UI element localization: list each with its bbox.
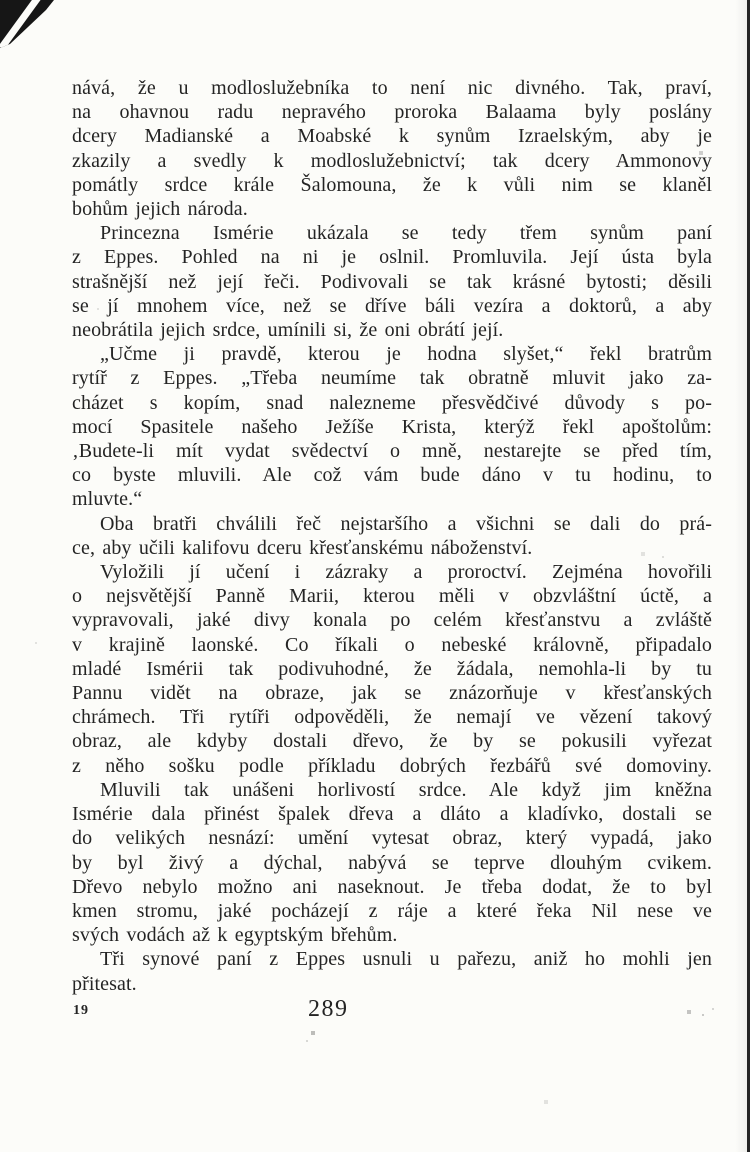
text-line: dcery Madianské a Moabské k synům Izraelským, aby je bbox=[72, 125, 712, 148]
text-line: Vyložili jí učení i zázraky a proroctví. Zejména hovořili bbox=[100, 561, 712, 584]
paragraph bbox=[72, 76, 712, 221]
text-line: Oba bratři chválili řeč nejstaršího a všichni se dali do prá- bbox=[100, 512, 712, 535]
text-line: ‚Budete-li mít vydat svědectví o mně, nestarejte se před tím, bbox=[72, 440, 712, 463]
text-line: co byste mluvili. Ale což vám bude dáno v tu hodinu, to bbox=[72, 464, 712, 487]
paragraph bbox=[72, 947, 712, 995]
text-line: by byl živý a dýchal, nabývá se teprve dlouhým cvikem. bbox=[72, 851, 712, 874]
text-line: zkazily a svedly k modloslužebnictví; tak dcery Ammonovy bbox=[72, 149, 712, 172]
text-line: se jí mnohem více, než se dříve báli vezíra a doktorů, a aby bbox=[72, 294, 712, 317]
text-line: mladé Ismérii tak podivuhodné, že žádala, nemohla-li by tu bbox=[72, 657, 712, 680]
text-line: cházet s kopím, snad nalezneme přesvědčivé důvody s po- bbox=[72, 391, 712, 414]
text-line: rytíř z Eppes. „Třeba neumíme tak obratně mluvit jako za- bbox=[72, 367, 712, 390]
text-line: mocí Spasitele našeho Ježíše Krista, kterýž řekl apoštolům: bbox=[72, 415, 712, 438]
text-line: strašnější než její řeči. Podivovali se tak krásné bytosti; děsili bbox=[72, 270, 712, 293]
text-line: přitesat. bbox=[72, 972, 137, 995]
paragraph bbox=[72, 342, 712, 511]
text-line: neobrátila jejich srdce, umínili si, že oni obrátí její. bbox=[72, 319, 504, 342]
body-text bbox=[72, 76, 712, 996]
scan-shadow-right-edge bbox=[735, 0, 747, 1152]
paragraph bbox=[72, 560, 712, 778]
signature-mark: 19 bbox=[73, 1003, 89, 1018]
scan-artifact-top-left-corner bbox=[0, 0, 56, 48]
scan-noise-specks bbox=[0, 0, 2, 2]
text-line: do velikých nesnází: umění vytesat obraz, který vypadá, jako bbox=[72, 827, 712, 850]
text-line: mluvte.“ bbox=[72, 488, 143, 511]
text-line: vypravovali, jaké divy konala po celém křesťanstvu a zvláště bbox=[72, 609, 712, 632]
text-line: nává, že u modloslužebníka to není nic divného. Tak, praví, bbox=[72, 77, 712, 99]
paragraph bbox=[72, 221, 712, 342]
text-line: Princezna Ismérie ukázala se tedy třem synům paní bbox=[100, 222, 712, 245]
text-line: obraz, ale kdyby dostali dřevo, že by se pokusili vyřezat bbox=[72, 730, 712, 753]
text-line: kmen stromu, jaké pocházejí z ráje a které řeka Nil nese ve bbox=[72, 899, 712, 922]
paragraph bbox=[72, 512, 712, 560]
scan-artifact-corner-slash bbox=[0, 0, 41, 50]
text-line: z něho sošku podle příkladu dobrých řezbářů své domoviny. bbox=[72, 754, 712, 777]
text-line: svých vodách až k egyptským břehům. bbox=[72, 924, 398, 947]
text-line: z Eppes. Pohled na ni je oslnil. Promluvila. Její ústa byla bbox=[72, 246, 712, 269]
paragraph bbox=[72, 778, 712, 947]
text-line: v krajině laonské. Co říkali o nebeské královně, připadalo bbox=[72, 633, 712, 656]
text-line: na ohavnou radu nepravého proroka Balaama byly poslány bbox=[72, 101, 712, 124]
text-line: o nejsvětější Panně Marii, kterou měli v obzvláštní úctě, a bbox=[72, 585, 712, 608]
text-line: Pannu vidět na obraze, jak se znázorňuje v křesťanských bbox=[72, 682, 712, 705]
text-line: Tři synové paní z Eppes usnuli u pařezu, aniž ho mohli jen bbox=[100, 948, 712, 971]
text-line: ce, aby učili kalifovu dceru křesťanskému náboženství. bbox=[72, 536, 533, 559]
text-line: Dřevo nebylo možno ani naseknout. Je třeba dodat, že to byl bbox=[72, 875, 712, 898]
page-number: 289 bbox=[308, 996, 349, 1022]
text-line: „Učme ji pravdě, kterou je hodna slyšet,“ řekl bratrům bbox=[100, 343, 712, 366]
text-line: pomátly srdce krále Šalomouna, že k vůli nim se klaněl bbox=[72, 173, 712, 196]
text-line: Mluvili tak unášeni horlivostí srdce. Ale když jim kněžna bbox=[100, 778, 712, 801]
text-line: bohům jejich národa. bbox=[72, 198, 248, 221]
text-line: chrámech. Tři rytíři odpověděli, že nemají ve vězení takový bbox=[72, 706, 712, 729]
text-line: Ismérie dala přinést špalek dřeva a dláto a kladívko, dostali se bbox=[72, 803, 712, 826]
